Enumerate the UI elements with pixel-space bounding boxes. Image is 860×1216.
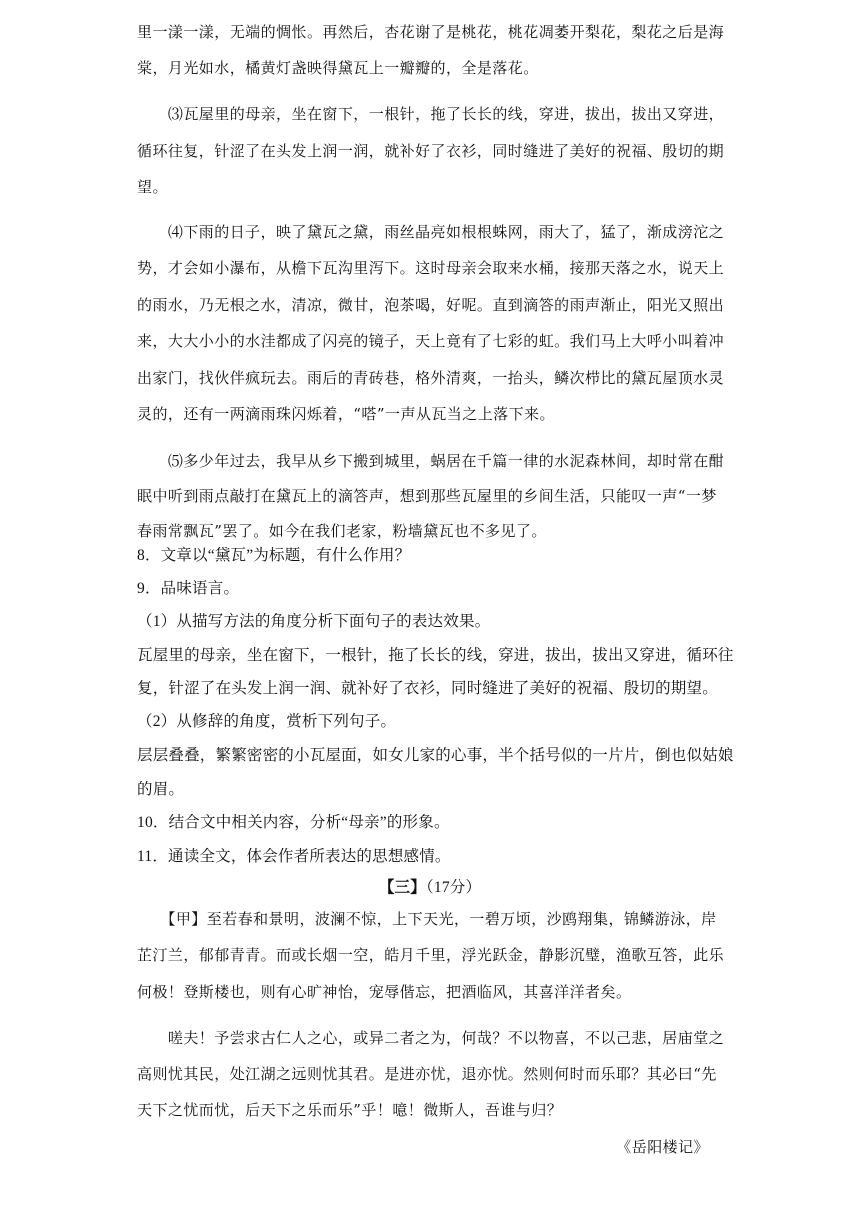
passage-line: 望。	[137, 178, 168, 196]
passage-line: 来，大大小小的水洼都成了闪亮的镜子，天上竟有了七彩的虹。我们马上大呼小叫着冲	[137, 332, 725, 350]
classical-text-line: 【甲】至若春和景明，波澜不惊，上下天光，一碧万顷，沙鸥翔集，锦鳞游泳，岸	[137, 910, 717, 928]
question-9-1: （1）从描写方法的角度分析下面句子的表达效果。	[137, 613, 491, 630]
classical-text-line: 天下之忧而忧，后天下之乐而乐”乎！噫！微斯人，吾谁与归？	[137, 1101, 563, 1119]
passage-line: 眠中听到雨点敲打在黛瓦上的滴答声，想到那些瓦屋里的乡间生活，只能叹一声“一梦	[137, 487, 717, 505]
passage-line: 灵的，还有一两滴雨珠闪烁着，“嗒”一声从瓦当之上落下来。	[137, 405, 555, 423]
passage-line: 春雨常飘瓦”罢了。如今在我们老家，粉墙黛瓦也不多见了。	[137, 522, 547, 540]
question-9-1-quote: 复，针涩了在头发上润一润、就补好了衣衫，同时缝进了美好的祝福、殷切的期望。	[137, 680, 718, 697]
passage-line: 里一漾一漾，无端的惆怅。再然后，杏花谢了是桃花，桃花凋萎开梨花，梨花之后是海	[137, 23, 725, 41]
section-heading	[0, 878, 860, 898]
passage-line: 循环往复，针涩了在头发上润一润，就补好了衣衫，同时缝进了美好的祝福、殷切的期	[137, 142, 725, 160]
passage-line: ⑸多少年过去，我早从乡下搬到城里，蜗居在千篇一律的水泥森林间，却时常在酣	[137, 452, 725, 470]
section-score: （17分）	[425, 879, 482, 896]
question-9-2-quote: 的眉。	[137, 781, 185, 798]
passage-line: ⑷下雨的日子，映了黛瓦之黛，雨丝晶亮如根根蛛网，雨大了，猛了，渐成滂沱之	[137, 223, 725, 241]
section-title: 【三】	[378, 879, 426, 896]
question-9: 9．品味语言。	[137, 580, 240, 597]
passage-line: 的雨水，乃无根之水，清凉，微甘，泡茶喝，好呢。直到滴答的雨声渐止，阳光又照出	[137, 296, 725, 314]
question-9-1-quote: 瓦屋里的母亲，坐在窗下，一根针，拖了长长的线，穿进，拔出，拔出又穿进，循环往	[137, 647, 734, 664]
question-9-2: （2）从修辞的角度，赏析下列句子。	[137, 713, 397, 730]
source-citation: 《岳阳楼记》	[616, 1138, 709, 1156]
passage-line: 出家门，找伙伴疯玩去。雨后的青砖巷，格外清爽，一抬头，鳞次栉比的黛瓦屋顶水灵	[137, 369, 725, 387]
classical-text-line: 芷汀兰，郁郁青青。而或长烟一空，皓月千里，浮光跃金，静影沉璧，渔歌互答，此乐	[137, 946, 725, 964]
question-8: 8．文章以“黛瓦”为标题，有什么作用？	[137, 547, 411, 564]
passage-line: ⑶瓦屋里的母亲，坐在窗下，一根针，拖了长长的线，穿进，拔出，拔出又穿进，	[137, 105, 725, 123]
question-10: 10．结合文中相关内容，分析“母亲”的形象。	[137, 814, 450, 831]
passage-line: 棠，月光如水，橘黄灯盏映得黛瓦上一瓣瓣的，全是落花。	[137, 59, 539, 77]
classical-text-line: 何极！登斯楼也，则有心旷神怡，宠辱偕忘，把酒临风，其喜洋洋者矣。	[137, 983, 632, 1001]
question-11: 11．通读全文，体会作者所表达的思想感情。	[137, 848, 451, 865]
passage-line: 势，才会如小瀑布，从檐下瓦沟里泻下。这时母亲会取来水桶，接那天落之水，说天上	[137, 259, 725, 277]
classical-text-line: 嗟夫！予尝求古仁人之心，或异二者之为，何哉？不以物喜，不以己悲，居庙堂之	[137, 1029, 725, 1047]
classical-text-line: 高则忧其民，处江湖之远则忧其君。是进亦忧，退亦忧。然则何时而乐耶？其必曰“先	[137, 1065, 717, 1083]
question-9-2-quote: 层层叠叠，繁繁密密的小瓦屋面，如女儿家的心事，半个括号似的一片片，倒也似姑娘	[137, 747, 734, 764]
